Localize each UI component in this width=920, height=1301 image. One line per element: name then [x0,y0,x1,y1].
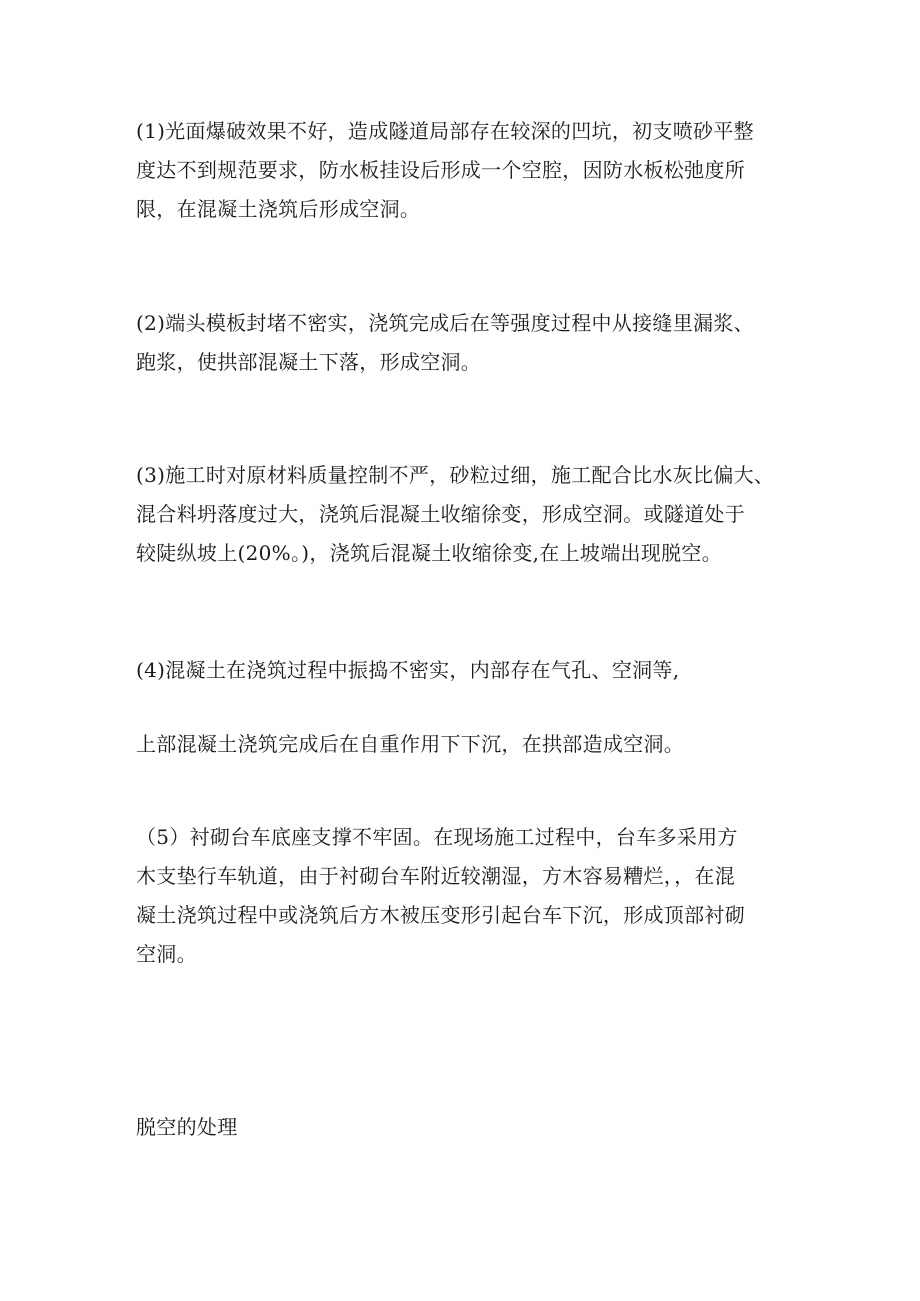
paragraph-line: (1)光面爆破效果不好，造成隧道局部存在较深的凹坑，初支喷砂平整 [136,119,754,143]
paragraph-line: 空洞。 [136,942,197,966]
paragraph-line: (3)施工时对原材料质量控制不严，砂粒过细，施工配合比水灰比偏大、 [136,463,775,487]
paragraph-line: 混合料坍落度过大，浇筑后混凝土收缩徐变，形成空洞。或隧道处于 [136,502,745,526]
paragraph-line: (4)混凝土在浇筑过程中振捣不密实，内部存在气孔、空洞等, [136,658,680,682]
paragraph-line: 度达不到规范要求，防水板挂设后形成一个空腔，因防水板松弛度所 [136,158,745,182]
paragraph-line: 木支垫行车轨道，由于衬砌台车附近较潮湿，方木容易糟烂，，在混 [136,864,735,888]
paragraph-cause-5 [136,818,808,974]
paragraph-line: 较陡纵坡上(20%。)，浇筑后混凝土收缩徐变,在上坡端出现脱空。 [136,541,723,565]
paragraph-line: 限，在混凝土浇筑后形成空洞。 [136,197,421,221]
paragraph-line: （5）衬砌台车底座支撑不牢固。在现场施工过程中，台车多采用方 [136,825,738,849]
paragraph-line: 凝土浇筑过程中或浇筑后方木被压变形引起台车下沉，形成顶部衬砌 [136,903,745,927]
paragraph-cause-1 [136,112,808,229]
section-heading: 脱空的处理 [136,1115,238,1139]
paragraph-line: 跑浆，使拱部混凝土下落，形成空洞。 [136,350,482,374]
paragraph-cause-4-continued [136,725,808,764]
paragraph-cause-2 [136,304,808,382]
paragraph-cause-3 [136,456,808,573]
paragraph-line: (2)端头模板封堵不密实，浇筑完成后在等强度过程中从接缝里漏浆、 [136,311,754,335]
paragraph-cause-4 [136,651,808,690]
paragraph-line: 上部混凝土浇筑完成后在自重作用下下沉，在拱部造成空洞。 [136,732,685,756]
